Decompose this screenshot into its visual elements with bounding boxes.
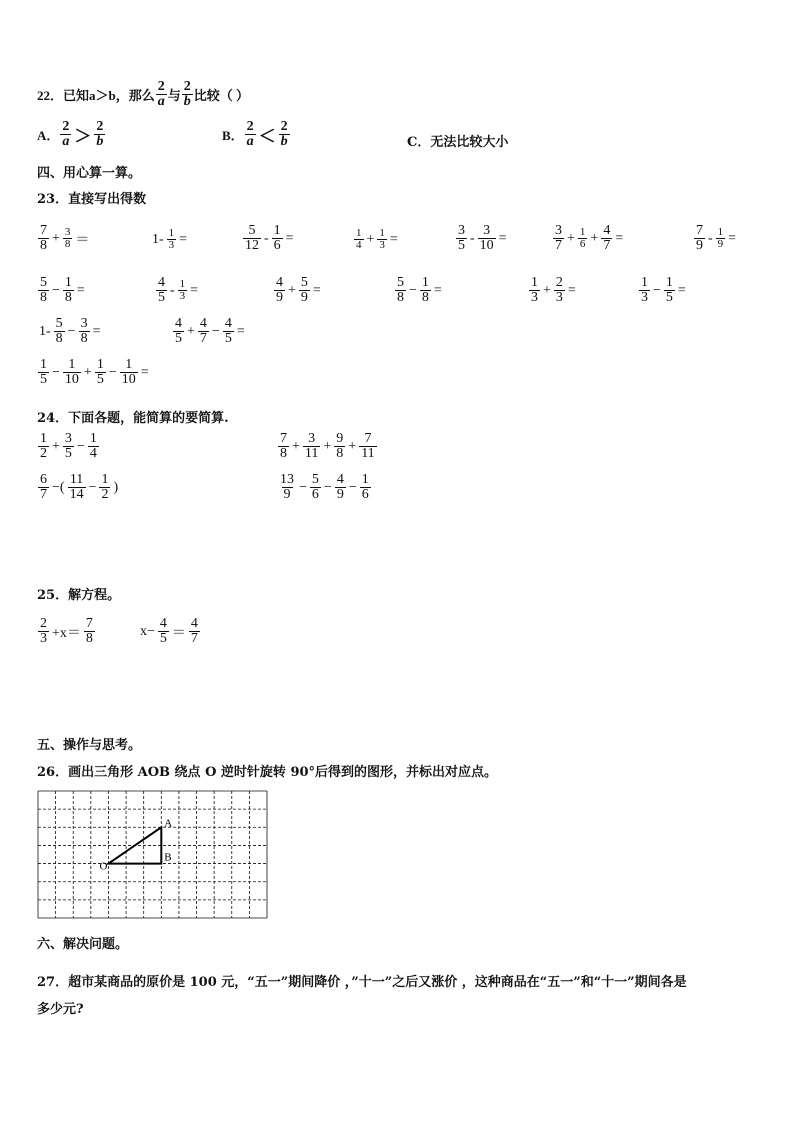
fraction: $\frac{7}{8}$ bbox=[280, 431, 287, 461]
fraction: $\frac{1}{8}$ bbox=[64, 275, 72, 305]
q22-frac-2: $\frac{2}{b}$ bbox=[183, 79, 191, 109]
operator: − bbox=[409, 282, 417, 298]
operator: + bbox=[83, 364, 92, 380]
operator: + bbox=[52, 230, 60, 246]
q22-stem: 22．已知 a＞b ，那么 $\frac{2}{a}$ 与 $\frac{2}{b}$ 比较（ ） bbox=[37, 79, 250, 109]
operator: −( bbox=[52, 479, 65, 495]
fraction: $\frac{3}{8}$ bbox=[64, 226, 71, 250]
q22-option-c: C．无法比较大小 bbox=[407, 135, 509, 150]
fraction: $\frac{1}{6}$ bbox=[273, 223, 281, 253]
q23-r1-expr-3 bbox=[242, 224, 296, 253]
operator: − bbox=[67, 323, 76, 339]
operator: - bbox=[264, 230, 269, 246]
fraction: $\frac{4}{5}$ bbox=[158, 275, 165, 305]
operator: = bbox=[677, 282, 686, 298]
fraction: $\frac{3}{10}$ bbox=[479, 223, 494, 253]
q23-r1-expr-7 bbox=[693, 224, 738, 253]
q23-r1-expr-5 bbox=[455, 224, 509, 253]
q27-line-1: 27．超市某商品的原价是 100 元，“五一”期间降价 ，”十一”之后又涨价 ，这种商品在“五一”和“十一”期间各是 bbox=[37, 975, 687, 990]
operator: +x＝ bbox=[52, 625, 81, 641]
fraction: $\frac{5}{8}$ bbox=[40, 275, 47, 305]
q23-r2-expr-3 bbox=[273, 276, 323, 305]
fraction: $\frac{11}{14}$ bbox=[69, 472, 84, 502]
fraction: $\frac{7}{9}$ bbox=[696, 223, 703, 253]
q23-r2-expr-6 bbox=[638, 276, 688, 305]
operator: = bbox=[285, 230, 294, 246]
fraction: $\frac{4}{7}$ bbox=[190, 616, 198, 646]
operator: = bbox=[236, 323, 245, 339]
fraction: $\frac{3}{11}$ bbox=[304, 431, 319, 461]
operator: = bbox=[433, 282, 442, 298]
operator: 1- bbox=[152, 231, 164, 247]
fraction: $\frac{4}{5}$ bbox=[224, 316, 232, 346]
fraction: $\frac{1}{3}$ bbox=[641, 275, 648, 305]
fraction: $\frac{1}{10}$ bbox=[64, 357, 79, 387]
fraction: $\frac{1}{8}$ bbox=[421, 275, 429, 305]
section-4-heading: 四、用心算一算。 bbox=[37, 166, 142, 181]
operator: − bbox=[323, 479, 332, 495]
point-label-a: A bbox=[164, 817, 173, 830]
fraction: $\frac{1}{2}$ bbox=[40, 431, 47, 461]
fraction: $\frac{1}{3}$ bbox=[379, 227, 385, 251]
section-6-heading: 六、解决问题。 bbox=[37, 937, 129, 952]
q23-r2-expr-4 bbox=[394, 276, 444, 305]
q27-line-2: 多少元? bbox=[37, 1002, 84, 1017]
fraction: $\frac{4}{7}$ bbox=[199, 316, 207, 346]
q23-r4-expr-1 bbox=[37, 358, 151, 387]
operator: = bbox=[389, 231, 398, 247]
q22-frac-1: $\frac{2}{a}$ bbox=[157, 79, 165, 109]
fraction: $\frac{3}{8}$ bbox=[80, 316, 88, 346]
point-label-o: O bbox=[99, 860, 108, 873]
q23-r3-expr-2 bbox=[172, 317, 247, 346]
q23-r2-expr-1 bbox=[37, 276, 87, 305]
q24-expr-4 bbox=[277, 473, 372, 502]
fraction: $\frac{5}{9}$ bbox=[300, 275, 308, 305]
q25-title: 25．解方程。 bbox=[37, 588, 121, 603]
fraction: $\frac{1}{9}$ bbox=[717, 226, 724, 250]
fraction: $\frac{4}{5}$ bbox=[175, 316, 182, 346]
fraction: $\frac{3}{5}$ bbox=[64, 431, 72, 461]
operator: = bbox=[179, 231, 188, 247]
fraction: $\frac{1}{5}$ bbox=[665, 275, 673, 305]
fraction: $\frac{1}{2}$ bbox=[101, 472, 109, 502]
fraction: $\frac{9}{8}$ bbox=[336, 431, 344, 461]
fraction: $\frac{5}{6}$ bbox=[311, 472, 319, 502]
operator: ＝ bbox=[75, 232, 90, 248]
operator: = bbox=[190, 282, 199, 298]
fraction: $\frac{4}{7}$ bbox=[603, 223, 611, 253]
operator: = bbox=[140, 364, 149, 380]
q23-r2-expr-2 bbox=[155, 276, 200, 305]
operator: = bbox=[567, 282, 576, 298]
fraction: $\frac{3}{5}$ bbox=[458, 223, 465, 253]
operator: − bbox=[348, 479, 357, 495]
q23-r1-expr-6 bbox=[552, 224, 625, 253]
rotation-grid bbox=[37, 790, 269, 924]
q24-expr-3 bbox=[37, 473, 120, 502]
q25-eq-2 bbox=[138, 617, 201, 646]
operator: − bbox=[653, 282, 661, 298]
operator: − bbox=[211, 323, 220, 339]
operator: = bbox=[92, 323, 101, 339]
operator: + bbox=[288, 282, 296, 298]
q23-r1-expr-2 bbox=[150, 228, 189, 251]
operator: = bbox=[76, 282, 85, 298]
q25-eq-1 bbox=[37, 617, 96, 646]
q23-r3-expr-1 bbox=[37, 317, 102, 346]
operator: - bbox=[470, 230, 475, 246]
q22-option-a: A． $\frac{2}{a}$ ＞ $\frac{2}{b}$ bbox=[37, 119, 104, 149]
operator: = bbox=[728, 230, 737, 246]
q23-title: 23．直接写出得数 bbox=[37, 192, 147, 207]
fraction: $\frac{1}{5}$ bbox=[96, 357, 104, 387]
operator: + bbox=[366, 231, 375, 247]
fraction: $\frac{6}{7}$ bbox=[40, 472, 47, 502]
operator: + bbox=[348, 438, 357, 454]
fraction: $\frac{1}{6}$ bbox=[579, 226, 586, 250]
operator: − bbox=[76, 438, 85, 454]
operator: ) bbox=[113, 479, 119, 495]
operator: − bbox=[52, 364, 60, 380]
fraction: $\frac{1}{5}$ bbox=[40, 357, 47, 387]
q23-r2-expr-5 bbox=[528, 276, 578, 305]
fraction: $\frac{1}{4}$ bbox=[356, 227, 362, 251]
fraction: $\frac{1}{3}$ bbox=[179, 278, 186, 302]
fraction: $\frac{1}{3}$ bbox=[531, 275, 538, 305]
q23-r1-expr-1 bbox=[37, 224, 91, 253]
fraction: $\frac{1}{6}$ bbox=[361, 472, 369, 502]
q24-title: 24．下面各题，能简算的要简算. bbox=[37, 411, 229, 426]
q24-expr-1 bbox=[37, 432, 100, 461]
operator: 1- bbox=[39, 323, 51, 339]
section-5-heading: 五、操作与思考。 bbox=[37, 738, 142, 753]
fraction: $\frac{7}{8}$ bbox=[85, 616, 93, 646]
operator: + bbox=[52, 438, 60, 454]
fraction: $\frac{3}{7}$ bbox=[555, 223, 562, 253]
fraction: $\frac{5}{8}$ bbox=[55, 316, 63, 346]
operator: = bbox=[615, 230, 624, 246]
fraction: $\frac{7}{11}$ bbox=[361, 431, 375, 461]
operator: + bbox=[567, 230, 575, 246]
fraction: $\frac{5}{12}$ bbox=[245, 223, 259, 253]
q22-option-b: B． $\frac{2}{a}$ ＜ $\frac{2}{b}$ bbox=[222, 119, 288, 149]
operator: = bbox=[498, 230, 507, 246]
operator: + bbox=[543, 282, 551, 298]
operator: + bbox=[323, 438, 332, 454]
fraction: $\frac{4}{9}$ bbox=[276, 275, 283, 305]
fraction: $\frac{1}{3}$ bbox=[168, 227, 175, 251]
operator: − bbox=[299, 479, 307, 495]
operator: + bbox=[590, 230, 599, 246]
operator: − bbox=[108, 364, 117, 380]
operator: − bbox=[52, 282, 60, 298]
q23-r1-expr-4 bbox=[353, 228, 400, 251]
operator: - bbox=[170, 282, 175, 298]
fraction: $\frac{2}{3}$ bbox=[40, 616, 47, 646]
grid-svg bbox=[37, 790, 269, 920]
operator: + bbox=[187, 323, 195, 339]
fraction: $\frac{1}{10}$ bbox=[121, 357, 136, 387]
q24-expr-2 bbox=[277, 432, 378, 461]
operator: - bbox=[708, 230, 713, 246]
operator: − bbox=[88, 479, 97, 495]
fraction: $\frac{5}{8}$ bbox=[397, 275, 404, 305]
fraction: $\frac{2}{3}$ bbox=[555, 275, 563, 305]
q26-title: 26．画出三角形 AOB 绕点 O 逆时针旋转 90°后得到的图形，并标出对应点。 bbox=[37, 765, 498, 780]
operator: = bbox=[312, 282, 321, 298]
fraction: $\frac{13}{9}$ bbox=[280, 472, 294, 502]
operator: x− bbox=[140, 623, 155, 639]
operator: + bbox=[292, 438, 300, 454]
operator: ＝ bbox=[171, 625, 186, 641]
fraction: $\frac{1}{4}$ bbox=[89, 431, 97, 461]
fraction: $\frac{4}{9}$ bbox=[336, 472, 344, 502]
fraction: $\frac{7}{8}$ bbox=[40, 223, 47, 253]
fraction: $\frac{4}{5}$ bbox=[159, 616, 167, 646]
point-label-b: B bbox=[164, 851, 172, 864]
